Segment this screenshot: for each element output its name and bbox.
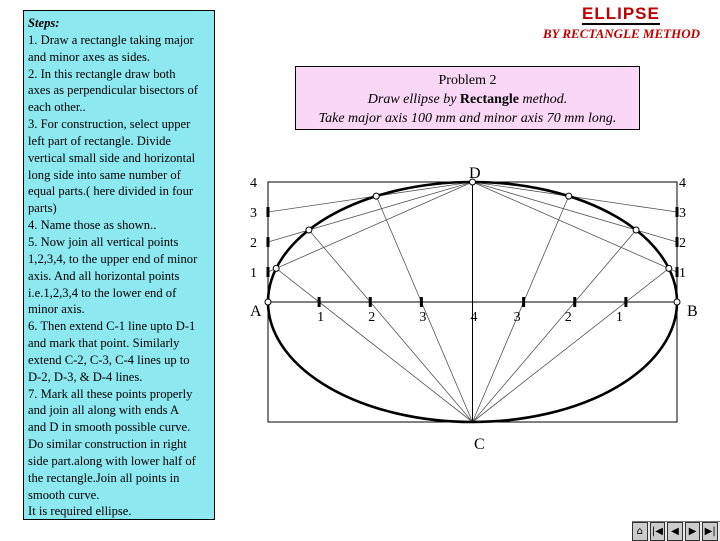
step-line: 7. Mark all these points properly (28, 386, 193, 401)
label-right-vertical: 1 (679, 266, 686, 281)
step-line: 4. Name those as shown.. (28, 218, 157, 233)
label-right-horizontal: 2 (564, 310, 572, 325)
problem-heading: Problem 2 (438, 73, 497, 88)
step-line: vertical small side and horizontal (28, 150, 196, 165)
label-right-vertical: 3 (679, 206, 686, 221)
step-line: D-2, D-3, & D-4 lines. (28, 369, 143, 384)
ellipse-point (566, 193, 572, 199)
label-left-vertical: 1 (250, 266, 257, 281)
step-line: and join all along with ends A (28, 403, 180, 418)
step-line: minor axis. (28, 302, 85, 317)
axis-end-point (674, 299, 680, 305)
ellipse-point (373, 193, 379, 199)
label-D: D (469, 165, 481, 182)
step-line: left part of rectangle. Divide (28, 133, 172, 148)
step-line: i.e.1,2,3,4 to the lower end of (28, 285, 177, 300)
label-left-horizontal: 4 (470, 310, 478, 325)
nav-bar (632, 521, 720, 541)
label-right-horizontal: 1 (615, 310, 623, 325)
step-line: 3. For construction, select upper (28, 117, 191, 132)
step-line: smooth curve. (28, 487, 100, 502)
problem-line2: Take major axis 100 mm and minor axis 70 mm long. (318, 111, 617, 126)
step-line: and mark that point. Similarly (28, 336, 180, 351)
construction-line (473, 182, 678, 242)
label-left-vertical: 4 (250, 176, 257, 191)
step-line: 2. In this rectangle draw both (28, 66, 176, 81)
construction-line (268, 182, 473, 242)
problem-line1: Draw ellipse by Rectangle method. (367, 92, 568, 107)
construction-line (268, 182, 473, 272)
ellipse-point (273, 265, 279, 271)
step-line: 1. Draw a rectangle taking major (28, 32, 194, 47)
step-line: 6. Then extend C-1 line upto D-1 (28, 319, 196, 334)
construction-line (473, 182, 678, 272)
prev-icon[interactable]: ◀ (667, 522, 683, 541)
label-C: C (474, 436, 485, 453)
construction-line (309, 230, 473, 422)
label-right-vertical: 2 (679, 236, 686, 251)
step-line: It is required ellipse. (28, 504, 132, 519)
step-line: 5. Now join all vertical points (28, 234, 179, 249)
step-line: and minor axes as sides. (28, 49, 151, 64)
axis-end-point (265, 299, 271, 305)
step-line: Do similar construction in right (28, 437, 187, 452)
page-subtitle: BY RECTANGLE METHOD (543, 26, 700, 41)
step-line: and D in smooth possible curve. (28, 420, 191, 435)
last-icon[interactable]: ▶| (702, 522, 718, 541)
step-line: 1,2,3,4, to the upper end of minor (28, 251, 198, 266)
label-left-horizontal: 3 (419, 310, 427, 325)
label-right-horizontal: 3 (513, 310, 521, 325)
next-icon[interactable]: ▶ (685, 522, 701, 541)
label-left-vertical: 2 (250, 236, 257, 251)
step-line: equal parts.( here divided in four (28, 184, 194, 199)
step-line: parts) (28, 201, 57, 216)
ellipse-point (666, 265, 672, 271)
label-B: B (687, 303, 698, 320)
construction-line (276, 268, 472, 422)
step-line: extend C-2, C-3, C-4 lines up to (28, 352, 190, 367)
step-line: the rectangle.Join all points in (28, 470, 180, 485)
step-line: long side into same number of (28, 167, 181, 182)
steps-title: Steps: (28, 16, 60, 30)
step-line: each other.. (28, 100, 86, 115)
ellipse-point (306, 227, 312, 233)
label-left-vertical: 3 (250, 206, 257, 221)
label-left-horizontal: 2 (368, 310, 376, 325)
construction-line (470, 268, 669, 422)
home-icon[interactable]: ⌂ (632, 522, 648, 541)
label-left-horizontal: 1 (317, 310, 325, 325)
ellipse-point (633, 227, 639, 233)
label-A: A (250, 303, 262, 320)
step-line: side part.along with lower half of (28, 453, 196, 468)
page-title: ELLIPSE (582, 4, 660, 23)
step-line: axes as perpendicular bisectors of (28, 83, 198, 98)
first-icon[interactable]: |◀ (650, 522, 666, 541)
step-line: axis. And all horizontal points (28, 268, 180, 283)
construction-line (470, 230, 637, 422)
label-right-vertical: 4 (679, 176, 686, 191)
